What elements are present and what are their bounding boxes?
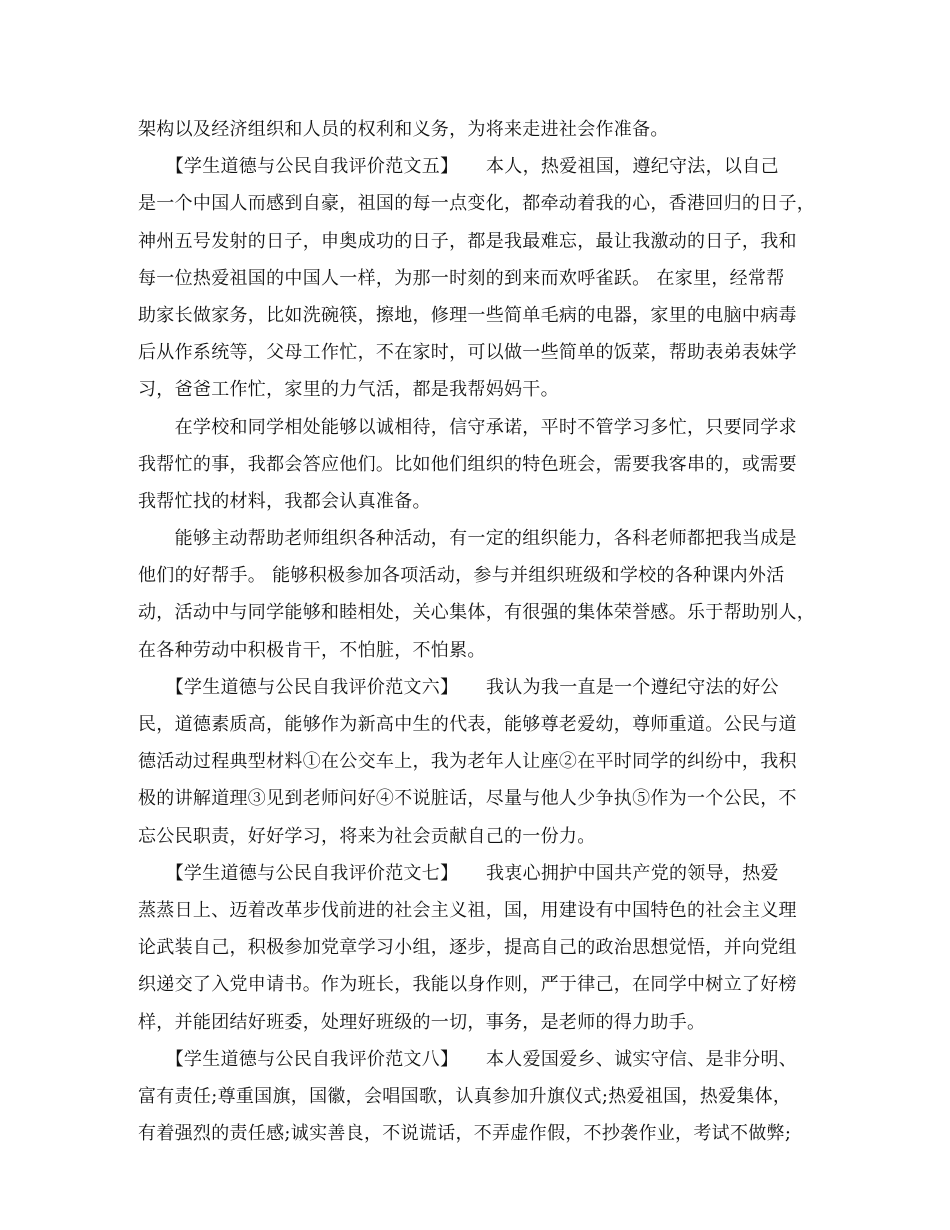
- text-line: 样，并能团结好班委，处理好班级的一切，事务，是老师的得力助手。: [138, 1011, 706, 1033]
- text-line: 民，道德素质高，能够作为新高中生的代表，能够尊老爱幼，尊师重道。公民与道: [138, 714, 797, 735]
- text-line: 在学校和同学相处能够以诚相待，信守承诺，平时不管学习多忙，只要同学求: [138, 416, 797, 438]
- text-line: 是一个中国人而感到自豪，祖国的每一点变化，都牵动着我的心，香港回归的日子，: [138, 193, 816, 215]
- text-line: 他们的好帮手。 能够积极参加各项活动，参与并组织班级和学校的各种课内外活: [138, 565, 785, 587]
- text-line: 能够主动帮助老师组织各种活动，有一定的组织能力，各科老师都把我当成是: [138, 528, 797, 550]
- text-line: 【学生道德与公民自我评价范文五】 本人，热爱祖国，遵纪守法，以自己: [138, 156, 779, 178]
- text-line: 我帮忙找的材料，我都会认真准备。: [138, 490, 431, 512]
- text-line: 【学生道德与公民自我评价范文七】 我衷心拥护中国共产党的领导，热爱: [138, 862, 779, 884]
- text-line: 极的讲解道理③见到老师问好④不说脏话，尽量与他人少争执⑤作为一个公民，不: [138, 788, 797, 810]
- text-line: 论武装自己，积极参加党章学习小组，逐步，提高自己的政治思想觉悟，并向党组: [138, 937, 797, 959]
- text-line: 每一位热爱祖国的中国人一样，为那一时刻的到来而欢呼雀跃。 在家里，经常帮: [138, 267, 785, 289]
- text-line: 富有责任;尊重国旗，国徽，会唱国歌，认真参加升旗仪式;热爱祖国，热爱集体，: [138, 1085, 792, 1107]
- text-line: 德活动过程典型材料①在公交车上，我为老年人让座②在平时同学的纠纷中，我积: [138, 751, 797, 773]
- text-line: 神州五号发射的日子，申奥成功的日子，都是我最难忘，最让我激动的日子，我和: [138, 230, 797, 252]
- text-line: 助家长做家务，比如洗碗筷，擦地，修理一些简单毛病的电器，家里的电脑中病毒: [138, 304, 797, 326]
- text-line: 后从作系统等，父母工作忙，不在家时，可以做一些简单的饭菜，帮助表弟表妹学: [138, 342, 797, 364]
- text-line: 蒸蒸日上、迈着改革步伐前进的社会主义祖，国，用建设有中国特色的社会主义理: [138, 899, 797, 921]
- text-line: 有着强烈的责任感;诚实善良，不说谎话，不弄虚作假，不抄袭作业，考试不做弊;: [138, 1123, 792, 1145]
- text-line: 习，爸爸工作忙，家里的力气活，都是我帮妈妈干。: [138, 379, 559, 401]
- text-line: 【学生道德与公民自我评价范文六】 我认为我一直是一个遵纪守法的好公: [138, 676, 779, 698]
- text-line: 【学生道德与公民自我评价范文八】 本人爱国爱乡、诚实守信、是非分明、: [138, 1048, 798, 1070]
- text-line: 忘公民职责，好好学习，将来为社会贡献自己的一份力。: [138, 825, 596, 847]
- text-line: 织递交了入党申请书。作为班长，我能以身作则，严于律己，在同学中树立了好榜: [138, 974, 797, 996]
- text-line: 架构以及经济组织和人员的权利和义务，为将来走进社会作准备。: [138, 119, 669, 140]
- text-line: 在各种劳动中积极肯干，不怕脏，不怕累。: [138, 639, 486, 661]
- document-page: [138, 111, 822, 1152]
- text-line: 动，活动中与同学能够和睦相处，关心集体，有很强的集体荣誉感。乐于帮助别人，: [138, 602, 816, 624]
- text-line: 我帮忙的事，我都会答应他们。比如他们组织的特色班会，需要我客串的，或需要: [138, 453, 797, 475]
